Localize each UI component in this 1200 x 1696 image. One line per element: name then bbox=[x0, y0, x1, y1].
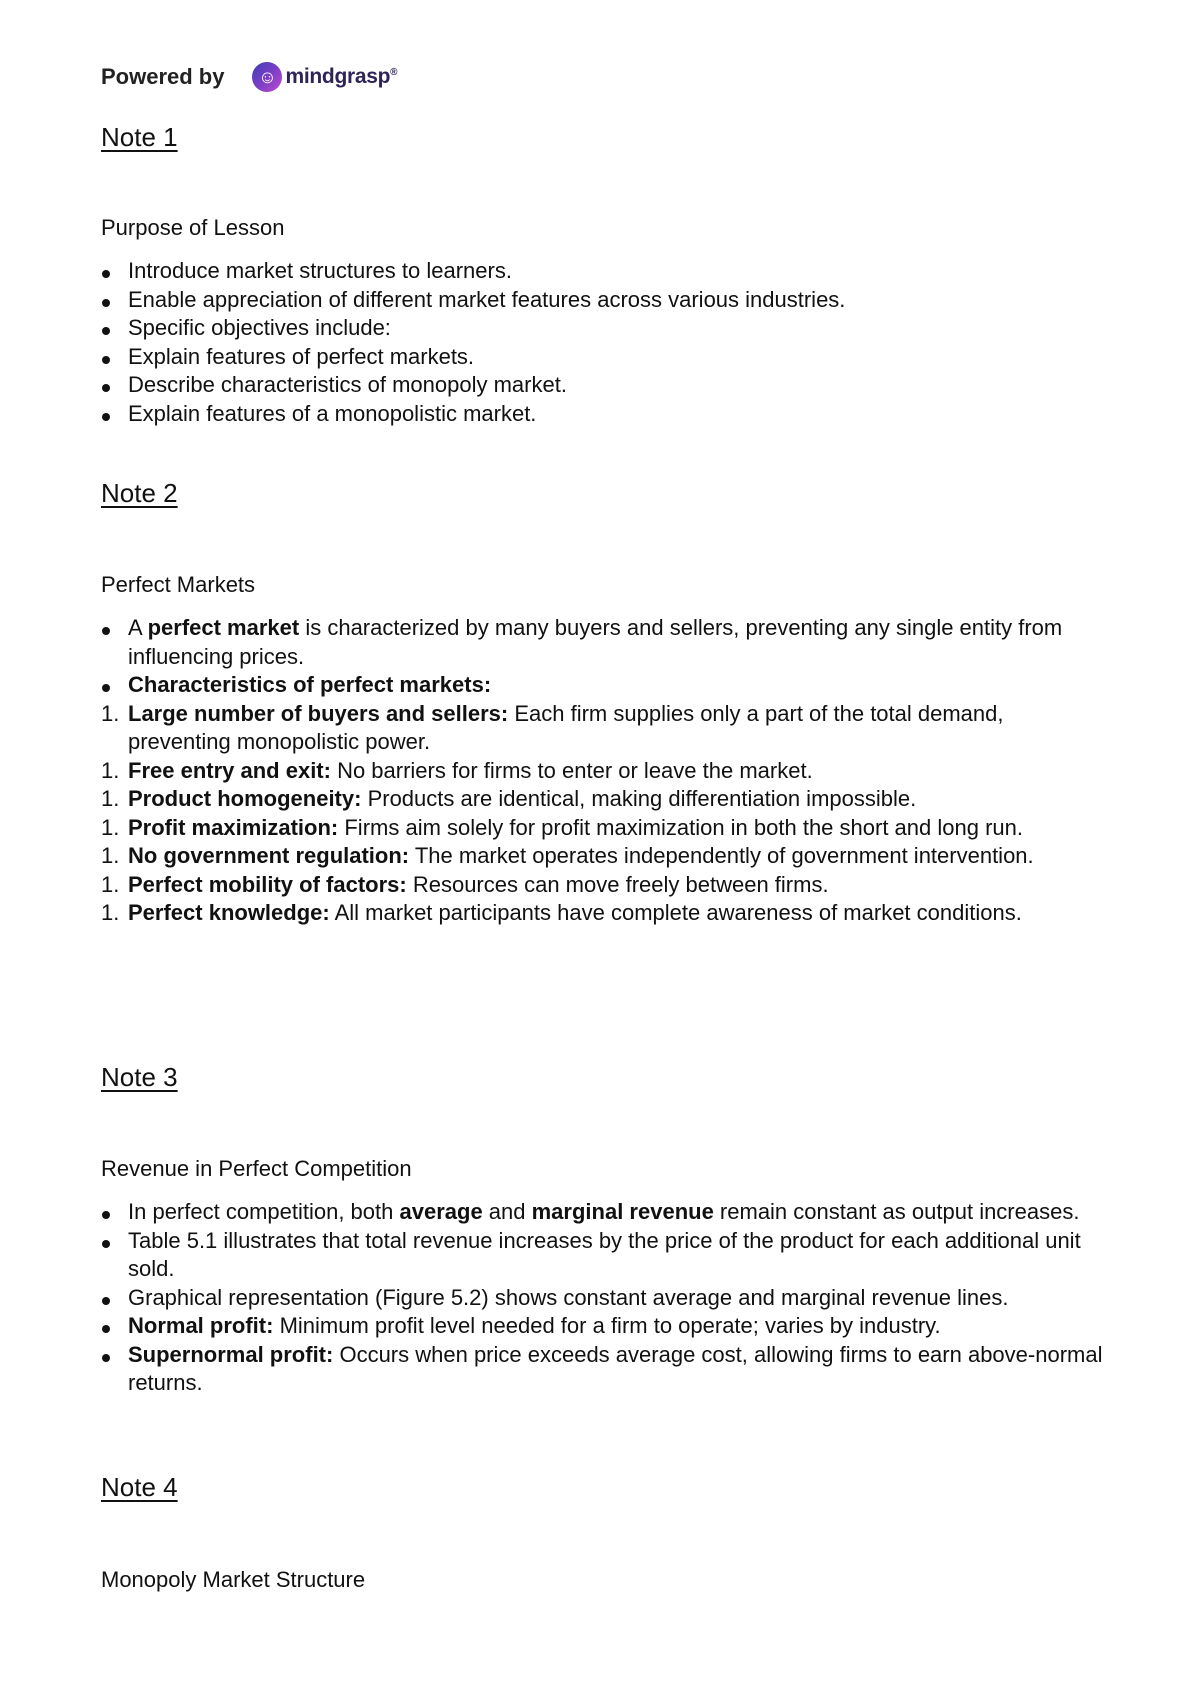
note-3-title: Note 3 bbox=[101, 1062, 178, 1092]
bullet-icon bbox=[102, 1325, 110, 1333]
list-item: Enable appreciation of different market features across various industries. bbox=[101, 286, 1111, 315]
list-item: 1. Product homogeneity: Products are identical, making differentiation impossible. bbox=[101, 786, 917, 811]
note-1-section-title: Purpose of Lesson bbox=[101, 215, 285, 240]
bullet-icon bbox=[102, 356, 110, 364]
bullet-icon bbox=[102, 627, 110, 635]
list-item: Characteristics of perfect markets: bbox=[101, 671, 1111, 700]
list-item: Introduce market structures to learners. bbox=[101, 257, 1111, 286]
powered-by-label: Powered by bbox=[101, 64, 225, 89]
bullet-icon bbox=[102, 1211, 110, 1219]
list-item: In perfect competition, both average and marginal revenue remain constant as output increases. bbox=[101, 1198, 1111, 1227]
note-2-list bbox=[101, 614, 1111, 928]
bullet-icon bbox=[102, 299, 110, 307]
list-item: 1. Perfect knowledge: All market participants have complete awareness of market conditions. bbox=[101, 900, 1022, 925]
list-item: Explain features of perfect markets. bbox=[101, 343, 1111, 372]
list-item: Supernormal profit: Occurs when price exceeds average cost, allowing firms to earn above-normal returns. bbox=[101, 1341, 1111, 1398]
bullet-icon bbox=[102, 1240, 110, 1248]
note-4-title: Note 4 bbox=[101, 1472, 178, 1502]
list-item: Table 5.1 illustrates that total revenue increases by the price of the product for each additional unit sold. bbox=[101, 1227, 1111, 1284]
note-4-section-title: Monopoly Market Structure bbox=[101, 1567, 366, 1592]
note-2-title: Note 2 bbox=[101, 478, 178, 508]
list-item: Graphical representation (Figure 5.2) shows constant average and marginal revenue lines. bbox=[101, 1284, 1111, 1313]
list-item: A perfect market is characterized by many buyers and sellers, preventing any single entity from influencing prices. bbox=[101, 614, 1111, 671]
list-item: 1. Perfect mobility of factors: Resources can move freely between firms. bbox=[101, 871, 829, 897]
list-item: 1. No government regulation: The market operates independently of government intervention. bbox=[101, 843, 1034, 868]
bullet-icon bbox=[102, 1354, 110, 1362]
bullet-icon bbox=[102, 684, 110, 692]
list-item: Describe characteristics of monopoly market. bbox=[101, 371, 1111, 400]
list-item: 1. Free entry and exit: No barriers for firms to enter or leave the market. bbox=[101, 757, 813, 783]
bullet-icon bbox=[102, 327, 110, 335]
bullet-icon bbox=[102, 384, 110, 392]
list-item: Specific objectives include: bbox=[101, 314, 1111, 343]
note-1-list bbox=[101, 257, 1111, 428]
list-item: 1. Profit maximization: Firms aim solely for profit maximization in both the short and long run. bbox=[101, 814, 1023, 840]
logo-text: mindgrasp® bbox=[285, 65, 398, 88]
list-item: Normal profit: Minimum profit level needed for a firm to operate; varies by industry. bbox=[101, 1312, 1111, 1341]
bullet-icon bbox=[102, 1297, 110, 1305]
list-item: 1. Large number of buyers and sellers: Each firm supplies only a part of the total demand, preventing monopolistic power. bbox=[101, 700, 1004, 754]
note-1-title: Note 1 bbox=[101, 122, 178, 152]
note-3-list bbox=[101, 1198, 1111, 1398]
list-item: Explain features of a monopolistic market. bbox=[101, 400, 1111, 429]
note-3-section-title: Revenue in Perfect Competition bbox=[101, 1156, 412, 1181]
bullet-icon bbox=[102, 270, 110, 278]
note-2-section-title: Perfect Markets bbox=[101, 572, 256, 597]
bullet-icon bbox=[102, 413, 110, 421]
brain-icon: ☺ bbox=[252, 62, 282, 92]
powered-by-header bbox=[101, 62, 397, 92]
mindgrasp-logo bbox=[252, 62, 397, 92]
